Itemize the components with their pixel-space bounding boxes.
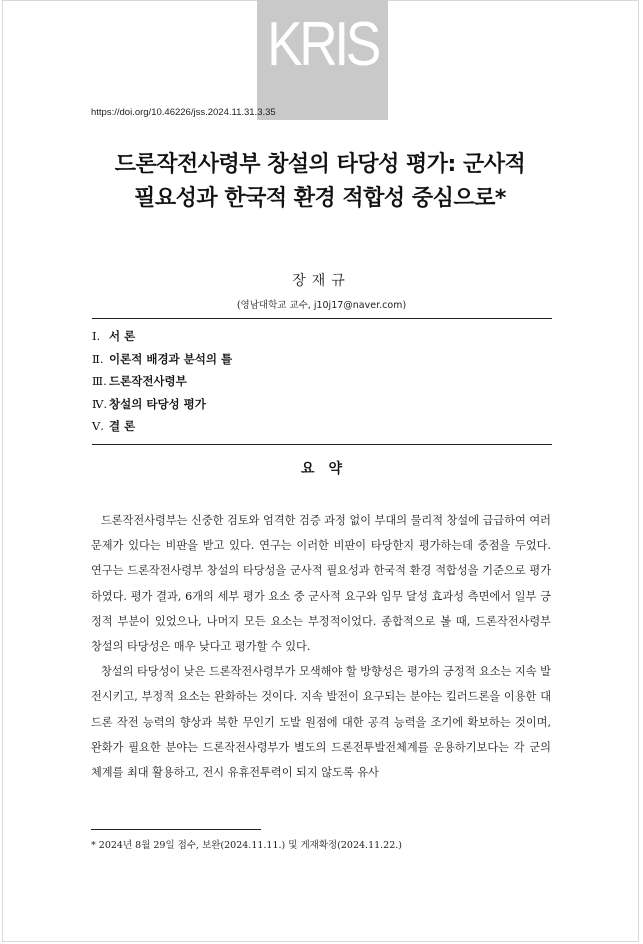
paper-title-line-1: 드론작전사령부 창설의 타당성 평가: 군사적 <box>114 152 526 177</box>
toc-label: 이론적 배경과 분석의 틀 <box>109 351 233 366</box>
footnote-divider <box>91 829 261 830</box>
watermark-text: KRIS <box>267 10 378 79</box>
toc-item <box>92 325 552 348</box>
toc-label: 서 론 <box>109 329 136 343</box>
toc-item <box>92 370 552 393</box>
toc-number: Ⅳ. <box>92 396 108 411</box>
toc-item <box>92 393 552 416</box>
abstract-heading: 요약 <box>300 461 357 477</box>
toc-number: Ⅲ. <box>92 374 107 388</box>
kris-watermark-logo <box>257 0 388 120</box>
table-of-contents <box>92 318 552 445</box>
abstract-paragraph: 창설의 타당성이 낮은 드론작전사령부가 모색해야 할 방향성은 평가의 긍정적 요소는 지속 발전시키고, 부정적 요소는 완화하는 것이다. 지속 발전이 요구되는 분야는 킬러드론을 이용한 대드론 작전 능력의 향상과 북한 무인기 도발 원점에 대한 공격 능력을 조기에 확보하는 것이며, 완화가 필요한 분야는 드론작전사령부가 별도의 드론전투발전체계를 운용하기보다는 각 군의 체계를 최대 활용하고, 전시 유휴전투력이 되지 않도록 유사 <box>91 665 551 780</box>
abstract-paragraph: 드론작전사령부는 신중한 검토와 엄격한 검증 과정 없이 부대의 물리적 창설에 급급하여 여러 문제가 있다는 비판을 받고 있다. 연구는 이러한 비판이 타당한지 평가하는데 중점을 두었다. 연구는 드론작전사령부 창설의 타당성을 군사적 필요성과 한국적 환경 적합성을 기준으로 평가하였다. 평가 결과, 6개의 세부 평가 요소 중 군사적 요구와 임무 달성 효과성 측면에서 일부 긍정적 부분이 있었으나, 나머지 모든 요소는 부정적이었다. 종합적으로 볼 때, 드론작전사령부 창설의 타당성은 매우 낮다고 평가할 수 있다. <box>91 514 551 654</box>
toc-label: 결 론 <box>109 419 136 433</box>
doi-link[interactable]: https://doi.org/10.46226/jss.2024.11.31.3.35 <box>91 107 276 118</box>
toc-label: 드론작전사령부 <box>109 374 187 388</box>
toc-item <box>92 348 552 371</box>
author-name: 장재규 <box>292 273 351 289</box>
toc-label: 창설의 타당성 평가 <box>109 396 206 411</box>
toc-item <box>92 415 552 438</box>
abstract-body <box>91 508 551 785</box>
paper-title-line-2: 필요성과 한국적 환경 적합성 중심으로* <box>134 186 506 211</box>
author-affiliation: (영남대학교 교수, j10j17@naver.com) <box>236 300 407 311</box>
toc-number: Ⅱ. <box>92 351 104 366</box>
toc-number: Ⅴ. <box>92 419 104 433</box>
toc-number: Ⅰ. <box>92 329 101 343</box>
footnote: * 2024년 8월 29일 접수, 보완(2024.11.11.) 및 게재확정(2024.11.22.) <box>91 840 402 851</box>
